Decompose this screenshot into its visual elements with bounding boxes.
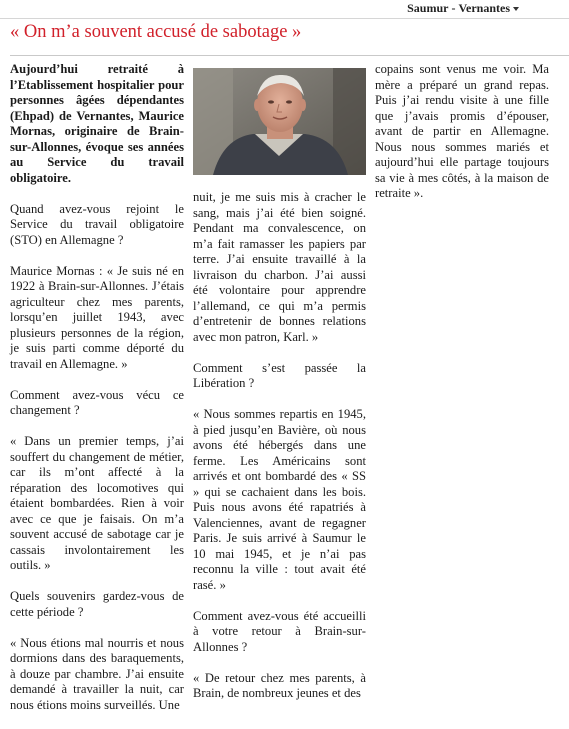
answer-2: « Dans un premier temps, j’ai souffert du changement de métier, car ils m’ont affecté à la réparation des locomotives qui étaient bombardées. Rien à voir avec ce que je faisais. On m’a souvent accusé de sabotage car je cassais involontairement les outils. » <box>10 434 184 572</box>
answer-5-start: « De retour chez mes parents, à Brain, de nombreux jeunes et des <box>193 670 366 700</box>
portrait-photo <box>193 68 366 175</box>
article-headline: « On m’a souvent accusé de sabotage » <box>10 22 302 42</box>
location-city: Saumur <box>407 1 449 15</box>
article-column-3 <box>375 62 549 217</box>
article-column-2 <box>193 68 366 717</box>
article-lead: Aujourd’hui retraité à l’Etablissement hospitalier pour personnes âgées dépendantes (Ehpad) de Vernantes, Maurice Mornas, originaire de Brain-sur-Allonnes, évoque ses années au Service du travail obligatoire. <box>10 62 184 185</box>
top-bar <box>0 0 569 19</box>
portrait-image <box>193 68 366 175</box>
answer-5-end: copains sont venus me voir. Ma mère a préparé un grand repas. Puis j’ai rendu visite à une fille que j’avais promis d’épouser, avant de partir en Allemagne. Nous nous sommes mariés et aujourd’hui elle partage toujours sa vie à mes côtés, à la maison de retraite ». <box>375 62 549 200</box>
question-3: Quels souvenirs gardez-vous de cette période ? <box>10 589 184 619</box>
location-commune: Vernantes <box>458 1 510 15</box>
answer-3-end: nuit, je me suis mis à cracher le sang, mais j’ai été bien soigné. Pendant ma convalescence, on m’a fait ramasser les papiers par terre. J’ai ensuite travaillé à la livraison du charbon. J’ai aussi été volontaire pour apprendre l’allemand, ce qui m’a permis d’entretenir de bonnes relations avec mon patron, Karl. » <box>193 190 366 344</box>
location-selector[interactable] <box>407 1 519 16</box>
article-column-1 <box>10 62 184 729</box>
question-5: Comment avez-vous été accueilli à votre retour à Brain-sur-Allonnes ? <box>193 608 366 654</box>
question-1: Quand avez-vous rejoint le Service du travail obligatoire (STO) en Allemagne ? <box>10 201 184 247</box>
dropdown-caret-icon[interactable] <box>513 7 519 11</box>
answer-3-start: « Nous étions mal nourris et nous dormions dans des baraquements, à douze par chambre. J’ai ensuite demandé à travailler la nuit, car nous étions moins surveillés. Une <box>10 635 184 712</box>
answer-1: Maurice Mornas : « Je suis né en 1922 à Brain-sur-Allonnes. J’étais agriculteur chez mes parents, lorsqu’en juillet 1943, avec plusieurs personnes de la région, je suis parti comme déporté du travail en Allemagne. » <box>10 263 184 371</box>
headline-divider <box>10 55 569 56</box>
question-2: Comment avez-vous vécu ce changement ? <box>10 387 184 417</box>
answer-4: « Nous sommes repartis en 1945, à pied jusqu’en Bavière, où nous avons été hébergés dans une ferme. Les Américains sont arrivés et ont bombardé des « SS » qui se cachaient dans les bois. Puis nous avons été rapatriés à Valenciennes, avant de regagner Paris. Je suis arrivé à Saumur le 10 mai 1945, et je n’ai pas reconnu la ville : tout avait été rasé. » <box>193 407 366 592</box>
question-4: Comment s’est passée la Libération ? <box>193 360 366 390</box>
location-separator: - <box>451 1 456 15</box>
